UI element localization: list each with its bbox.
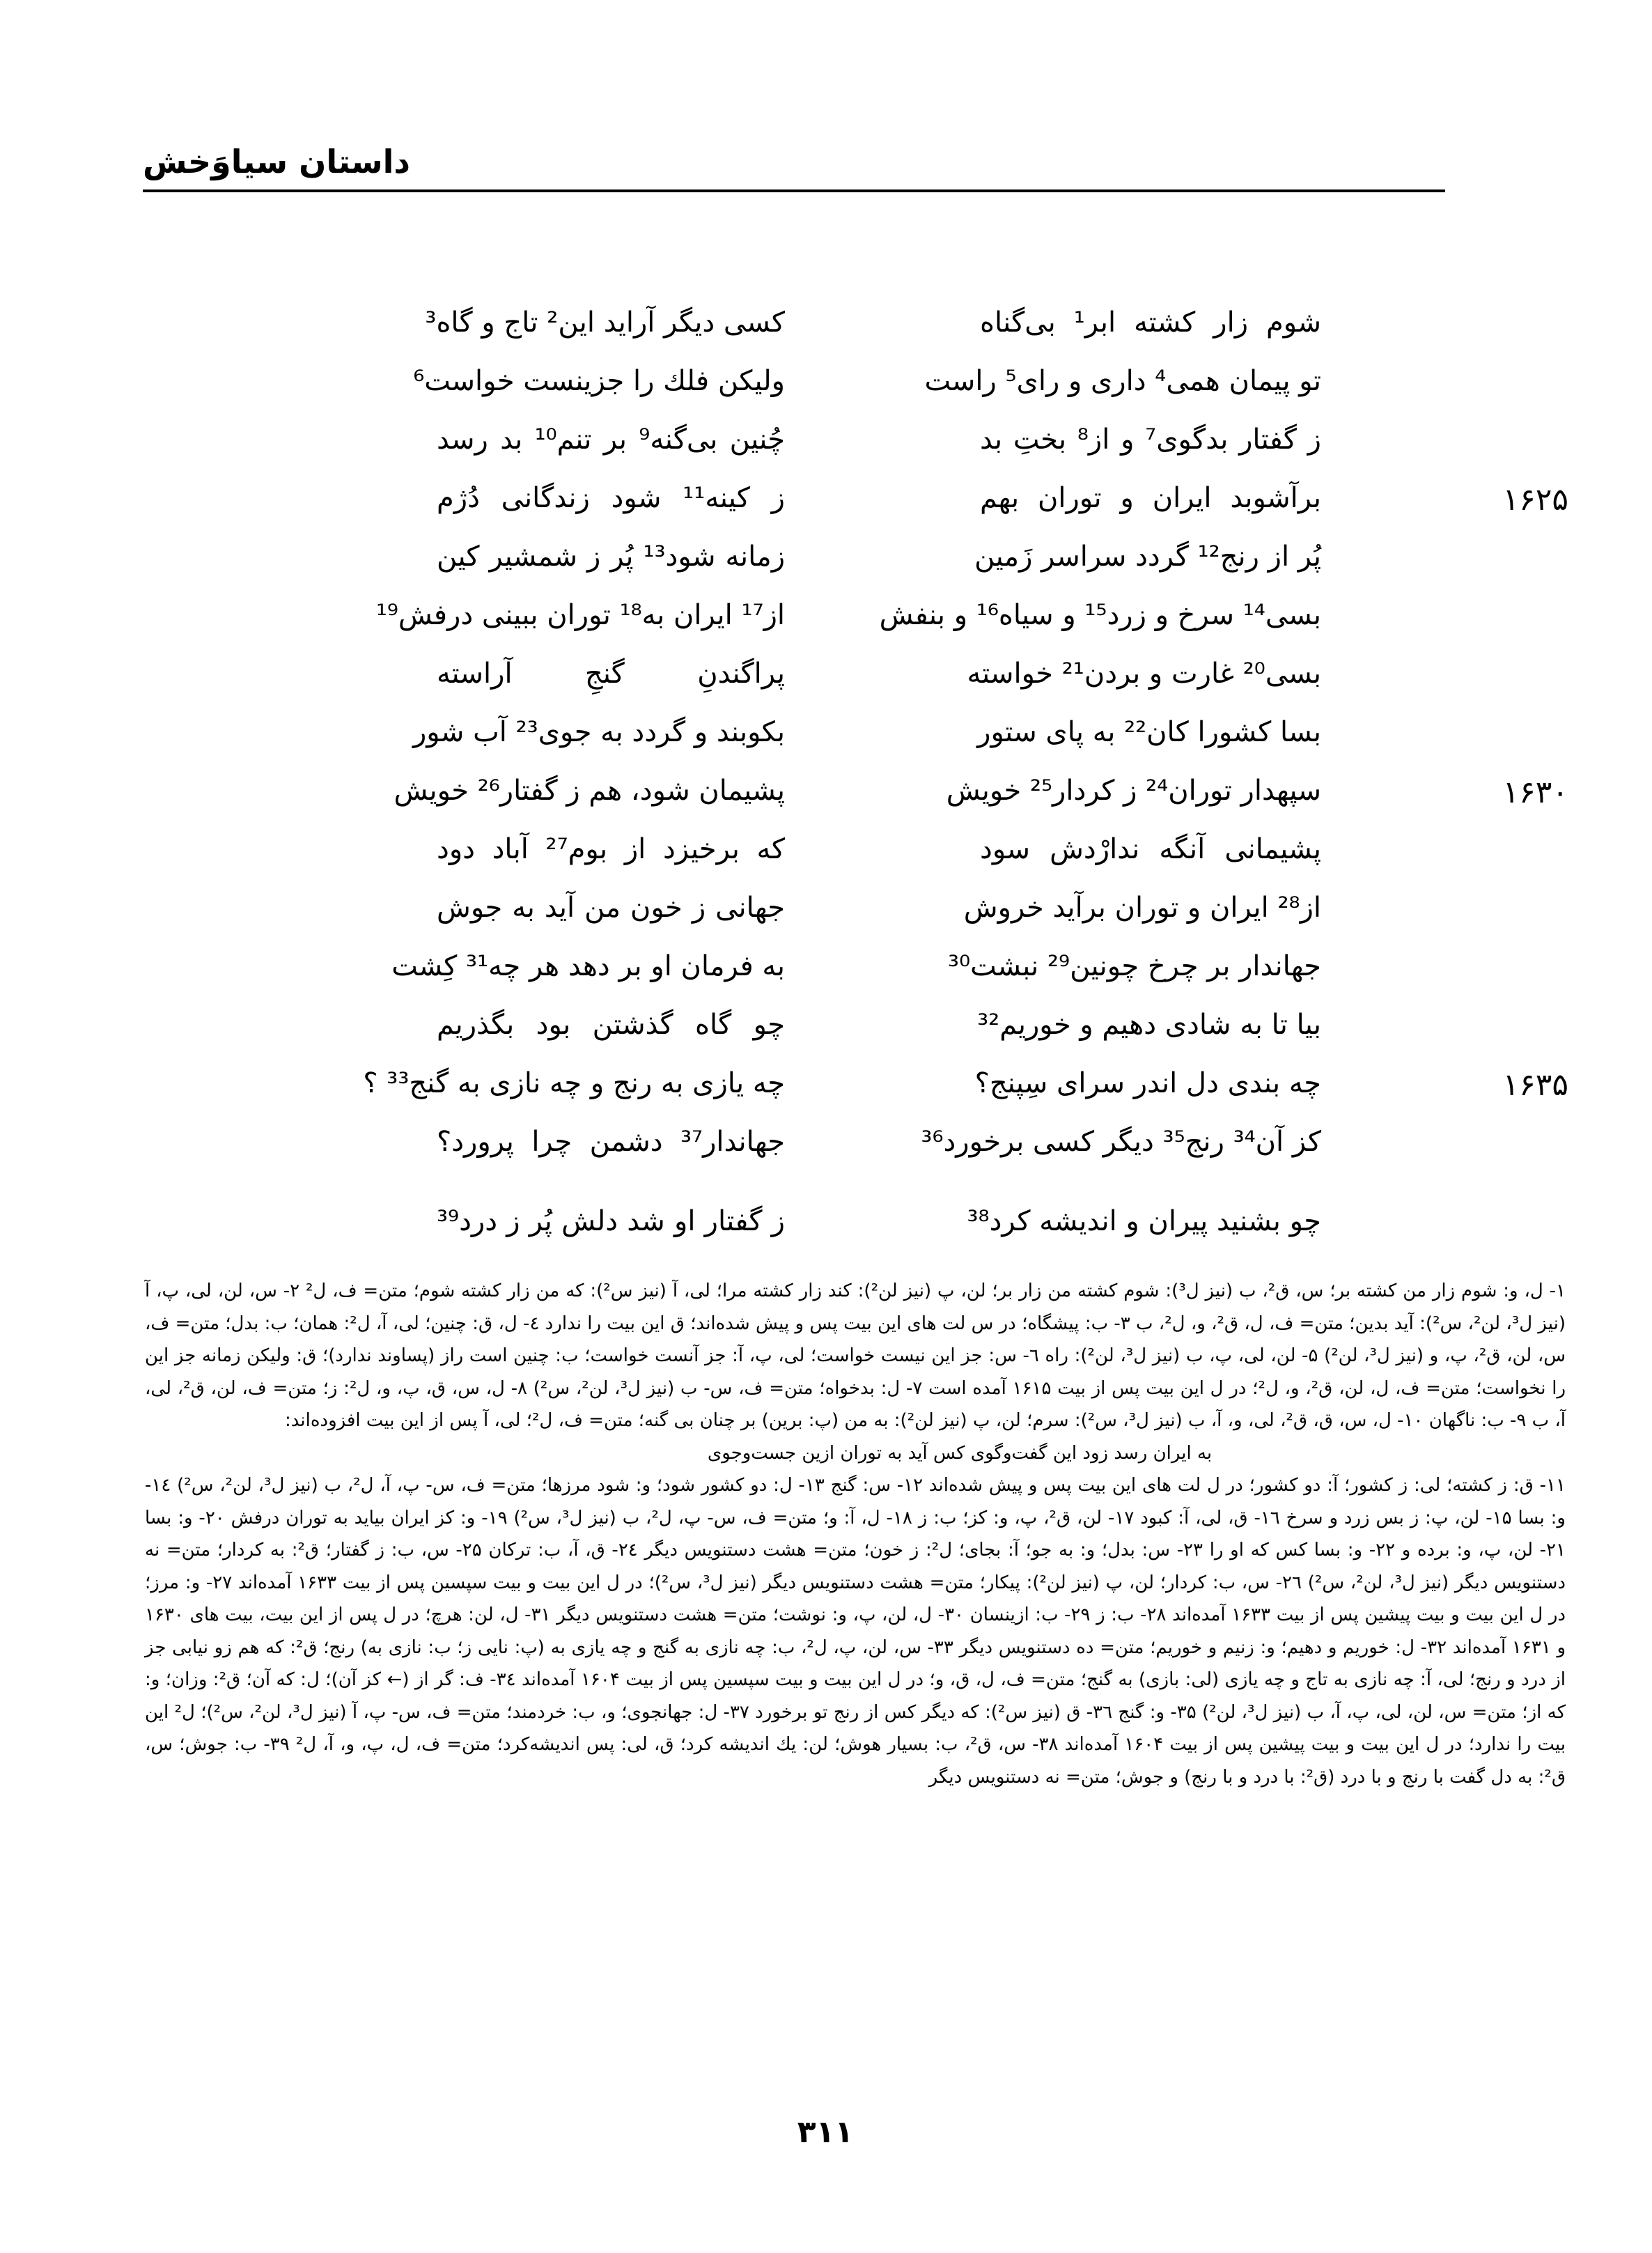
page-number: ۳۱۱ (797, 2114, 854, 2150)
verse-line (0, 950, 1652, 1009)
verse-line (0, 599, 1652, 658)
footnotes (145, 1275, 1566, 1793)
second-hemistich: ز کینه¹¹ شود زندگانی دُژم (437, 482, 785, 514)
first-hemistich: جهاندار بر چرخ چونین²⁹ نبشت³⁰ (948, 950, 1321, 982)
second-hemistich: ولیکن فلك را جزینست خواست⁶ (413, 365, 785, 397)
verse-line (0, 1067, 1652, 1126)
second-hemistich: کسی دیگر آراید این² تاج و گاه³ (425, 307, 785, 339)
verse-line (0, 482, 1652, 541)
verse-line (0, 775, 1652, 833)
first-hemistich: برآشوبد ایران و توران بهم (980, 482, 1321, 514)
first-hemistich: بسی²⁰ غارت و بردن²¹ خواسته (967, 658, 1321, 690)
running-header-title: داستان سیاوَخش (143, 143, 410, 180)
first-hemistich: شوم زار کشته ابر¹ بی‌گناه (980, 307, 1321, 339)
first-hemistich: بسی¹⁴ سرخ و زرد¹⁵ و سیاه¹⁶ و بنفش (879, 599, 1321, 631)
first-hemistich: ز گفتار بدگوی⁷ و از⁸ بختِ بد (980, 424, 1321, 456)
verse-line (0, 365, 1652, 424)
verse-number: ۱۶۳۵ (1502, 1067, 1568, 1103)
verse-line (0, 833, 1652, 892)
verse-number: ۱۶۳۰ (1502, 775, 1568, 810)
second-hemistich: جهانی ز خون من آید به جوش (437, 892, 785, 924)
footnotes-paragraph: ۱۱- ق: ز کشته؛ لی: ز کشور؛ آ: دو کشور؛ در ل لت های این بیت پس و پیش شده‌اند ۱۲- س: گنج ۱۳- ل: دو کشور شود؛ و: شود مرزها؛ متن= ف، س- پ، آ، ل²، ب (نیز ل³، لن²، س²) ١٤- و: بسا ۱۵- لن، پ: ز بس زرد و سرخ ۱٦- ق، لی، آ: کبود ۱۷- لن، ق²، پ، و: کز؛ ب: ز ۱۸- ل، آ: و؛ متن= ف، س- پ، ل²، ب (نیز ل³، س²) ۱۹- و: کز ایران بیاید به توران درفش ۲۰- و: بسا ۲۱- لن، پ، و: برده و ۲۲- و: بسا کس که او را ۲۳- س: بدل؛ و: به جو؛ آ: بجای؛ ل²: ز خون؛ متن= هشت دستنویس دیگر ۲٤- ق، آ، ب: ترکان ۲۵- س، ب: ز گفتار؛ ق²: به کردار؛ متن= نه دستنویس دیگر (نیز ل³، لن²، س²) ۲٦- س، ب: کردار؛ لن، پ (نیز لن²): پیکار؛ متن= هشت دستنویس دیگر (نیز ل³، س²)؛ در ل این بیت و بیت سپسین پس از بیت ۱۶۳۳ آمده‌اند ۲۷- و: مرز؛ در ل این بیت و بیت پیشین پس از بیت ۱۶۳۳ آمده‌اند ۲۸- ب: ز ۲۹- ب: ازینسان ۳۰- ل، لن، پ، و: نوشت؛ متن= هشت دستنویس دیگر ۳۱- ل، لن: هرچ؛ در ل پس از این بیت، بیت های ۱۶۳۰ و ۱۶۳۱ آمده‌اند ۳۲- ل: خوریم و دهیم؛ و: زنیم و خوریم؛ متن= ده دستنویس دیگر ۳۳- س، لن، پ، ل²، ب: چه نازی به گنج و چه یازی به (پ: نایی ز؛ ب: نازی به) رنج؛ ق²: که هم زو نیابی جز از درد و رنج؛ لی، آ: چه نازی به تاج و چه یازی (لی: بازی) به گنج؛ متن= ف، ل، ق، و؛ در ل این بیت و بیت سپسین پس از بیت ۱۶۰۴ آمده‌اند ۳٤- ف: گر از (← کز آن)؛ ل: که آن؛ ق²: وزان؛ و: که از؛ متن= س، لن، لی، پ، آ، ب (نیز ل³، لن²) ۳۵- و: گنج ۳٦- ق (نیز س²): که دیگر کس از رنج تو برخورد ۳۷- ل: جهانجوی؛ و، ب: خردمند؛ متن= ف، س- پ، آ (نیز ل³، لن²، س²)؛ ل² این بیت را ندارد؛ در ل این بیت و بیت پیشین پس از بیت ۱۶۰۴ آمده‌اند ۳۸- س، ق²، ب: بسیار هوش؛ لن: یك اندیشه کرد؛ ق، لی: پس اندیشه‌کرد؛ متن= ف، ل، پ، و، آ، ل² ۳۹- ب: جوش؛ س، ق²: به دل گفت با رنج و با درد (ق²: با درد و با رنج) و جوش؛ متن= نه دستنویس دیگر (145, 1475, 1566, 1788)
second-hemistich: از¹⁷ ایران به¹⁸ توران ببینی درفش¹⁹ (375, 599, 785, 631)
second-hemistich: زمانه شود¹³ پُر ز شمشیر کین (437, 541, 786, 573)
second-hemistich: پراگندنِ گنجِ آراسته (437, 658, 785, 690)
second-hemistich: چو گاه گذشتن بود بگذریم (437, 1009, 785, 1041)
first-hemistich: پشیمانی آنگه ندارْدش سود (980, 833, 1321, 865)
second-hemistich: چُنین بی‌گنه⁹ بر تنم¹⁰ بد رسد (437, 424, 785, 456)
first-hemistich: تو پیمان همی⁴ داری و رای⁵ راست (924, 365, 1321, 397)
verse-number: ۱۶۲۵ (1502, 482, 1568, 518)
verse-line (0, 658, 1652, 716)
second-hemistich: جهاندار³⁷ دشمن چرا پرورد؟ (437, 1126, 785, 1158)
verse-line (0, 892, 1652, 950)
first-hemistich: سپهدار توران²⁴ ز کردار²⁵ خویش (946, 775, 1321, 807)
verse-line (0, 716, 1652, 775)
second-hemistich: که برخیزد از بوم²⁷ آباد دود (437, 833, 785, 865)
first-hemistich: از²⁸ ایران و توران برآید خروش (963, 892, 1321, 924)
second-hemistich: ز گفتار او شد دلش پُر ز درد³⁹ (437, 1205, 785, 1237)
verse-line (0, 424, 1652, 482)
second-hemistich: چه یازی به رنج و چه نازی به گنج³³ ؟ (363, 1067, 785, 1099)
second-hemistich: پشیمان شود، هم ز گفتار²⁶ خویش (393, 775, 785, 807)
added-verse: به ایران رسد زود این گفت‌وگوی کس آید به توران ازین جست‌وجوی (707, 1442, 1213, 1464)
second-hemistich: به فرمان او بر دهد هر چه³¹ کِشت (391, 950, 785, 982)
header-divider (143, 189, 1445, 192)
verse-line (0, 1126, 1652, 1184)
first-hemistich: پُر از رنج¹² گردد سراسر زَمین (974, 541, 1321, 573)
first-hemistich: کز آن³⁴ رنج³⁵ دیگر کسی برخورد³⁶ (921, 1126, 1321, 1158)
first-hemistich: بسا کشورا کان²² به پای ستور (977, 716, 1321, 748)
verse-line (0, 307, 1652, 365)
footnotes-paragraph: ۱- ل، و: شوم زار من کشته بر؛ س، ق²، ب (نیز ل³): شوم کشته من زار بر؛ لن، پ (نیز لن²): کند زار کشته مرا؛ لی، آ (نیز س²): که من زار کشته شوم؛ متن= ف، ل² ۲- س، لن، لی، پ، آ (نیز ل³، لن²، س²): آید بدین؛ متن= ف، ل، ق²، و، ل²، ب ۳- ب: پیشگاه؛ در س لت های این بیت پس و پیش شده‌اند؛ ق این بیت را ندارد ٤- ل، ق: چنین؛ لی، آ، ل²: همان؛ ب: بدل؛ متن= ف، س، لن، ق²، پ، و (نیز ل³، لن²) ۵- لن، لی، پ، ب (نیز ل³، لن²): راه ٦- س: جز این نیست خواست؛ لی، پ، آ: جز آنست خواست؛ ب: چنین است راز (پساوند ندارد)؛ ق: ولیکن زمانه جز این را نخواست؛ متن= ف، ل، لن، ق²، و، ل²؛ در ل این بیت پس از بیت ۱۶۱۵ آمده است ۷- ل: بدخواه؛ متن= ف، س- ب (نیز ل³، لن²، س²) ۸- ل، س، ق، پ، و، ل²: ز؛ متن= ف، لن، ق²، لی، آ، ب ۹- ب: ناگهان ۱۰- ل، س، ق، ق²، لی، و، آ، ب (نیز ل³، س²): سرم؛ لن، پ (نیز لن²): به من (پ: برین) بر چنان بی گنه؛ متن= ف، ل²؛ لی، آ پس از این بیت افزوده‌اند: (145, 1280, 1566, 1431)
first-hemistich: چو بشنید پیران و اندیشه کرد³⁸ (967, 1205, 1321, 1237)
first-hemistich: چه بندی دل اندر سرای سِپنج؟ (974, 1067, 1321, 1099)
verse-line (0, 1205, 1652, 1264)
second-hemistich: بکوبند و گردد به جوی²³ آب شور (412, 716, 785, 748)
first-hemistich: بیا تا به شادی دهیم و خوریم³² (977, 1009, 1321, 1041)
verse-line (0, 541, 1652, 599)
verse-line (0, 1009, 1652, 1067)
